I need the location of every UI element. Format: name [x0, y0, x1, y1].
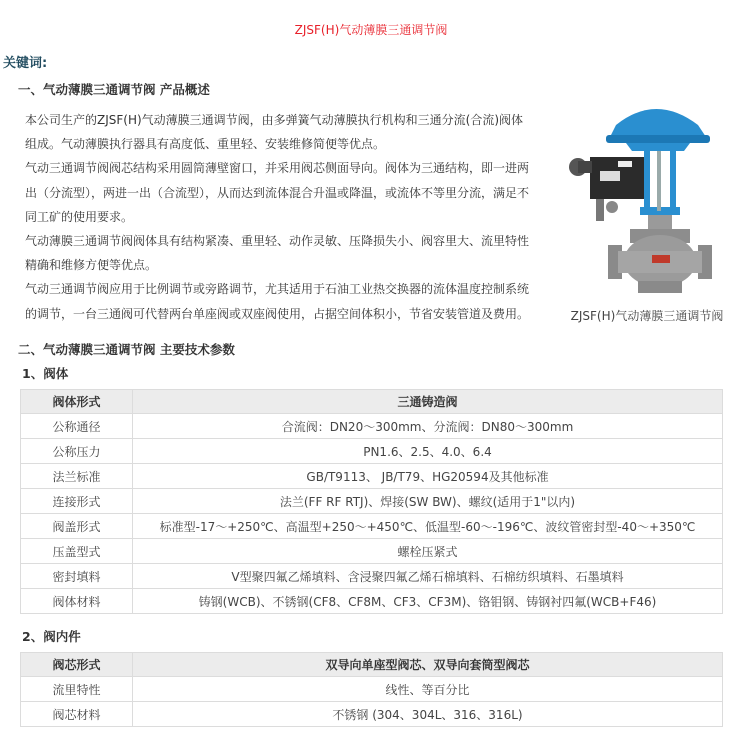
section-overview-heading: 一、气动薄膜三通调节阀 产品概述 [18, 82, 210, 97]
table-row [21, 514, 723, 539]
table-row [21, 464, 723, 489]
row-label: 连接形式 [21, 489, 133, 514]
valve-product-photo-icon [556, 95, 736, 295]
row-value: 不锈钢 (304、304L、316、316L) [133, 702, 723, 727]
table-row [21, 702, 723, 727]
product-caption: ZJSF(H)气动薄膜三通调节阀 [570, 309, 724, 323]
page-title: ZJSF(H)气动薄膜三通调节阀 [294, 23, 448, 37]
header-cell: 双导向单座型阀芯、双导向套筒型阀芯 [133, 653, 723, 677]
paragraph: 气动三通调节阀阀芯结构采用圆筒薄壁窗口，并采用阀芯侧面导向。阀体为三通结构，即一进两出（分流型），两进一出（合流型），从而达到流体混合升温或降温，或流体不等里分流，满足不同工矿的使用要求。 [25, 161, 530, 224]
header-cell: 阀芯形式 [21, 653, 133, 677]
valve-body-spec-table [20, 389, 723, 614]
row-label: 法兰标准 [21, 464, 133, 489]
section-params-heading: 二、气动薄膜三通调节阀 主要技术参数 [18, 342, 235, 357]
row-value: 标准型-17～+250℃、高温型+250～+450℃、低温型-60～-196℃、波纹管密封型-40～+350℃ [133, 514, 723, 539]
trim-table-heading: 2、阀内件 [22, 629, 81, 644]
row-label: 公称压力 [21, 439, 133, 464]
row-value: 铸钢(WCB)、不锈钢(CF8、CF8M、CF3、CF3M)、铬钼钢、铸钢衬四氟(WCB+F46) [133, 589, 723, 614]
table-header-row [21, 653, 723, 677]
row-label: 流里特性 [21, 677, 133, 702]
header-cell: 阀体形式 [21, 390, 133, 414]
table-row [21, 589, 723, 614]
row-value: 合流阀：DN20～300mm、分流阀：DN80～300mm [133, 414, 723, 439]
table-row [21, 489, 723, 514]
row-label: 密封填料 [21, 564, 133, 589]
table-row [21, 414, 723, 439]
table-row [21, 539, 723, 564]
header-cell: 三通铸造阀 [133, 390, 723, 414]
row-value: V型聚四氟乙烯填料、含浸聚四氟乙烯石棉填料、石棉纺织填料、石墨填料 [133, 564, 723, 589]
row-label: 阀盖形式 [21, 514, 133, 539]
row-value: 法兰(FF RF RTJ)、焊接(SW BW)、螺纹(适用于1"以内) [133, 489, 723, 514]
row-value: PN1.6、2.5、4.0、6.4 [133, 439, 723, 464]
row-label: 阀芯材料 [21, 702, 133, 727]
table-header-row [21, 390, 723, 414]
body-table-heading: 1、阀体 [22, 366, 69, 381]
row-value: 螺栓压紧式 [133, 539, 723, 564]
table-row [21, 439, 723, 464]
row-value: 线性、等百分比 [133, 677, 723, 702]
row-label: 阀体材料 [21, 589, 133, 614]
keywords-label: 关键词: [3, 56, 48, 71]
paragraph: 气动三通调节阀应用于比例调节或旁路调节，尤其适用于石油工业热交换器的流体温度控制系统的调节，一台三通阀可代替两台单座阀或双座阀使用，占据空间体积小，节省安装管道及费用。 [25, 282, 530, 321]
product-figure [556, 95, 736, 325]
valve-trim-spec-table [20, 652, 723, 727]
paragraph: 本公司生产的ZJSF(H)气动薄膜三通调节阀，由多弹簧气动薄膜执行机构和三通分流(合流)阀体组成。气动薄膜执行器具有高度低、重里轻、安装维修简便等优点。 [25, 113, 524, 152]
row-label: 压盖型式 [21, 539, 133, 564]
table-row [21, 677, 723, 702]
row-value: GB/T9113、 JB/T79、HG20594及其他标准 [133, 464, 723, 489]
table-row [21, 564, 723, 589]
paragraph: 气动薄膜三通调节阀阀体具有结构紧凑、重里轻、动作灵敏、压降损失小、阀容里大、流里特性精确和维修方便等优点。 [25, 234, 530, 273]
row-label: 公称通径 [21, 414, 133, 439]
overview-text [25, 108, 535, 326]
